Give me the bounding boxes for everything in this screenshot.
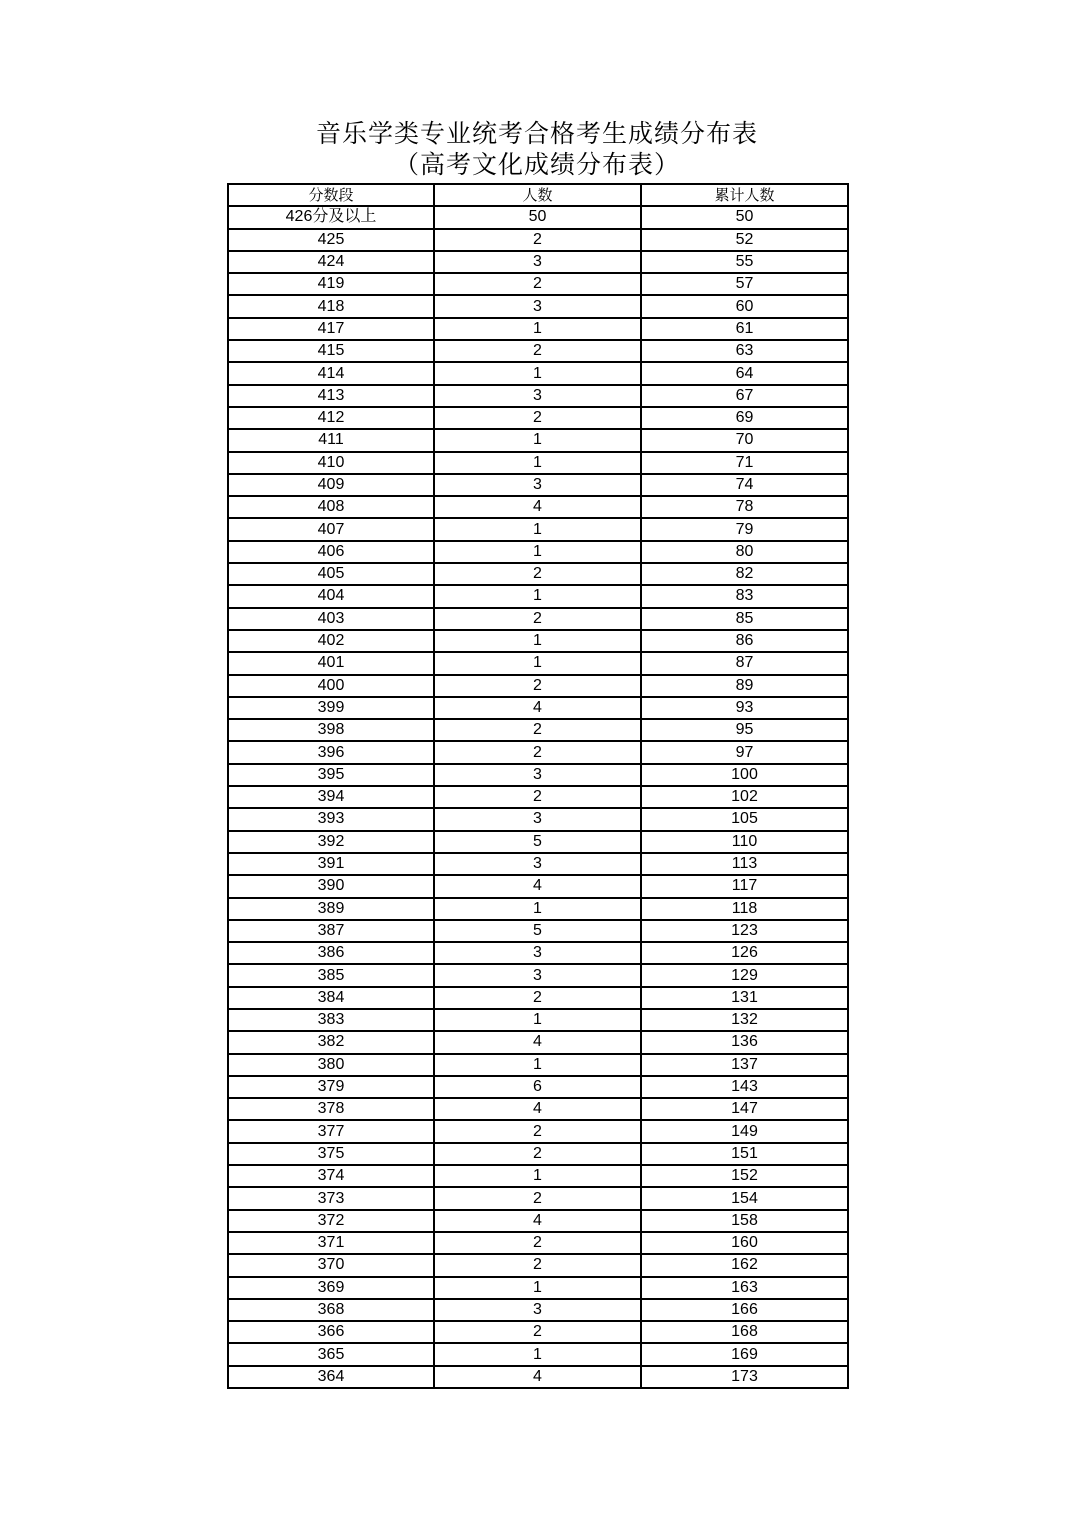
score-band-cell: 415: [228, 340, 434, 362]
cumulative-count-cell: 151: [641, 1143, 848, 1165]
table-row: [228, 1143, 848, 1165]
score-band-cell: 368: [228, 1299, 434, 1321]
count-cell: 2: [434, 1254, 641, 1276]
count-cell: 2: [434, 407, 641, 429]
page-subtitle: （高考文化成绩分布表）: [393, 150, 680, 179]
count-cell: 1: [434, 1277, 641, 1299]
cumulative-count-cell: 79: [641, 518, 848, 540]
cumulative-count-cell: 86: [641, 630, 848, 652]
count-cell: 3: [434, 385, 641, 407]
score-band-cell: 399: [228, 697, 434, 719]
score-band-cell: 424: [228, 251, 434, 273]
cumulative-count-cell: 129: [641, 964, 848, 986]
count-cell: 2: [434, 1143, 641, 1165]
cumulative-count-cell: 162: [641, 1254, 848, 1276]
table-row: [228, 1187, 848, 1209]
count-cell: 1: [434, 630, 641, 652]
table-row: [228, 1031, 848, 1053]
cumulative-count-cell: 50: [641, 206, 848, 228]
count-cell: 1: [434, 541, 641, 563]
score-band-cell: 398: [228, 719, 434, 741]
table-row: [228, 608, 848, 630]
score-band-cell: 386: [228, 942, 434, 964]
score-band-cell: 387: [228, 920, 434, 942]
title-block: [0, 118, 1074, 180]
cumulative-count-cell: 113: [641, 853, 848, 875]
table-row: [228, 1343, 848, 1365]
count-cell: 3: [434, 474, 641, 496]
score-band-cell: 371: [228, 1232, 434, 1254]
count-cell: 2: [434, 1321, 641, 1343]
count-cell: 2: [434, 608, 641, 630]
count-cell: 3: [434, 295, 641, 317]
table-row: [228, 206, 848, 228]
cumulative-count-cell: 87: [641, 652, 848, 674]
count-cell: 2: [434, 786, 641, 808]
count-cell: 1: [434, 1165, 641, 1187]
cumulative-count-cell: 123: [641, 920, 848, 942]
score-band-cell: 407: [228, 518, 434, 540]
count-cell: 1: [434, 585, 641, 607]
count-cell: 1: [434, 518, 641, 540]
count-cell: 3: [434, 764, 641, 786]
score-band-cell: 389: [228, 898, 434, 920]
count-cell: 2: [434, 675, 641, 697]
table-row: [228, 541, 848, 563]
table-row: [228, 853, 848, 875]
score-band-cell: 369: [228, 1277, 434, 1299]
table-row: [228, 697, 848, 719]
cumulative-count-cell: 166: [641, 1299, 848, 1321]
cumulative-count-cell: 60: [641, 295, 848, 317]
table-row: [228, 1254, 848, 1276]
table-row: [228, 964, 848, 986]
table-row: [228, 452, 848, 474]
count-cell: 3: [434, 942, 641, 964]
cumulative-count-cell: 126: [641, 942, 848, 964]
table-row: [228, 719, 848, 741]
count-cell: 1: [434, 362, 641, 384]
cumulative-count-cell: 105: [641, 808, 848, 830]
table-row: [228, 987, 848, 1009]
cumulative-count-cell: 154: [641, 1187, 848, 1209]
table-row: [228, 1232, 848, 1254]
cumulative-count-cell: 97: [641, 741, 848, 763]
cumulative-count-cell: 93: [641, 697, 848, 719]
score-band-cell: 379: [228, 1076, 434, 1098]
score-band-cell: 400: [228, 675, 434, 697]
table-body: [228, 206, 848, 1388]
table-row: [228, 1299, 848, 1321]
score-band-cell: 375: [228, 1143, 434, 1165]
score-band-cell: 364: [228, 1366, 434, 1388]
cumulative-count-cell: 82: [641, 563, 848, 585]
cumulative-count-cell: 80: [641, 541, 848, 563]
cumulative-count-cell: 64: [641, 362, 848, 384]
table-row: [228, 563, 848, 585]
score-band-cell: 396: [228, 741, 434, 763]
table-row: [228, 362, 848, 384]
table-row: [228, 229, 848, 251]
table-row: [228, 942, 848, 964]
score-band-cell: 382: [228, 1031, 434, 1053]
cumulative-count-cell: 70: [641, 429, 848, 451]
score-band-cell: 385: [228, 964, 434, 986]
column-header-score-band: 分数段: [228, 184, 434, 206]
cumulative-count-cell: 136: [641, 1031, 848, 1053]
cumulative-count-cell: 143: [641, 1076, 848, 1098]
table-row: [228, 1076, 848, 1098]
count-cell: 2: [434, 1232, 641, 1254]
count-cell: 2: [434, 273, 641, 295]
table-row: [228, 496, 848, 518]
cumulative-count-cell: 117: [641, 875, 848, 897]
table-row: [228, 741, 848, 763]
cumulative-count-cell: 63: [641, 340, 848, 362]
score-band-cell: 406: [228, 541, 434, 563]
cumulative-count-cell: 149: [641, 1120, 848, 1142]
cumulative-count-cell: 61: [641, 318, 848, 340]
score-band-cell: 410: [228, 452, 434, 474]
cumulative-count-cell: 57: [641, 273, 848, 295]
count-cell: 1: [434, 1054, 641, 1076]
cumulative-count-cell: 110: [641, 831, 848, 853]
cumulative-count-cell: 160: [641, 1232, 848, 1254]
count-cell: 3: [434, 964, 641, 986]
cumulative-count-cell: 83: [641, 585, 848, 607]
score-band-cell: 417: [228, 318, 434, 340]
table-row: [228, 1054, 848, 1076]
count-cell: 2: [434, 1187, 641, 1209]
table-row: [228, 251, 848, 273]
table-row: [228, 898, 848, 920]
score-band-cell: 404: [228, 585, 434, 607]
count-cell: 50: [434, 206, 641, 228]
count-cell: 1: [434, 452, 641, 474]
score-band-cell: 403: [228, 608, 434, 630]
table-row: [228, 585, 848, 607]
table-header-row: [228, 184, 848, 206]
cumulative-count-cell: 147: [641, 1098, 848, 1120]
table-row: [228, 1098, 848, 1120]
cumulative-count-cell: 78: [641, 496, 848, 518]
score-band-cell: 426分及以上: [228, 206, 434, 228]
table-row: [228, 429, 848, 451]
count-cell: 1: [434, 898, 641, 920]
score-band-cell: 402: [228, 630, 434, 652]
count-cell: 1: [434, 1343, 641, 1365]
count-cell: 2: [434, 340, 641, 362]
score-band-cell: 392: [228, 831, 434, 853]
score-band-cell: 419: [228, 273, 434, 295]
column-header-cumulative: 累计人数: [641, 184, 848, 206]
cumulative-count-cell: 55: [641, 251, 848, 273]
score-band-cell: 412: [228, 407, 434, 429]
score-band-cell: 395: [228, 764, 434, 786]
score-band-cell: 425: [228, 229, 434, 251]
cumulative-count-cell: 74: [641, 474, 848, 496]
table-row: [228, 407, 848, 429]
count-cell: 3: [434, 808, 641, 830]
table-row: [228, 652, 848, 674]
table-row: [228, 1120, 848, 1142]
table-row: [228, 764, 848, 786]
table-row: [228, 831, 848, 853]
score-band-cell: 384: [228, 987, 434, 1009]
count-cell: 1: [434, 1009, 641, 1031]
score-band-cell: 372: [228, 1210, 434, 1232]
score-band-cell: 413: [228, 385, 434, 407]
score-band-cell: 411: [228, 429, 434, 451]
count-cell: 3: [434, 853, 641, 875]
score-band-cell: 393: [228, 808, 434, 830]
score-band-cell: 380: [228, 1054, 434, 1076]
count-cell: 6: [434, 1076, 641, 1098]
count-cell: 4: [434, 496, 641, 518]
table-row: [228, 1165, 848, 1187]
cumulative-count-cell: 89: [641, 675, 848, 697]
score-band-cell: 366: [228, 1321, 434, 1343]
table-row: [228, 630, 848, 652]
cumulative-count-cell: 152: [641, 1165, 848, 1187]
score-band-cell: 370: [228, 1254, 434, 1276]
cumulative-count-cell: 169: [641, 1343, 848, 1365]
cumulative-count-cell: 137: [641, 1054, 848, 1076]
table-row: [228, 675, 848, 697]
table-row: [228, 1277, 848, 1299]
table-row: [228, 273, 848, 295]
score-band-cell: 418: [228, 295, 434, 317]
table-row: [228, 340, 848, 362]
cumulative-count-cell: 85: [641, 608, 848, 630]
score-band-cell: 383: [228, 1009, 434, 1031]
cumulative-count-cell: 71: [641, 452, 848, 474]
cumulative-count-cell: 69: [641, 407, 848, 429]
page-title: 音乐学类专业统考合格考生成绩分布表: [315, 119, 758, 148]
table-row: [228, 318, 848, 340]
count-cell: 4: [434, 1210, 641, 1232]
table-row: [228, 518, 848, 540]
count-cell: 5: [434, 920, 641, 942]
table-row: [228, 1366, 848, 1388]
count-cell: 2: [434, 741, 641, 763]
count-cell: 2: [434, 719, 641, 741]
score-band-cell: 408: [228, 496, 434, 518]
score-band-cell: 374: [228, 1165, 434, 1187]
count-cell: 1: [434, 429, 641, 451]
score-band-cell: 409: [228, 474, 434, 496]
count-cell: 1: [434, 652, 641, 674]
score-band-cell: 405: [228, 563, 434, 585]
table-row: [228, 385, 848, 407]
count-cell: 2: [434, 229, 641, 251]
table-row: [228, 1321, 848, 1343]
column-header-count: 人数: [434, 184, 641, 206]
count-cell: 2: [434, 1120, 641, 1142]
cumulative-count-cell: 163: [641, 1277, 848, 1299]
cumulative-count-cell: 158: [641, 1210, 848, 1232]
count-cell: 4: [434, 1031, 641, 1053]
score-band-cell: 414: [228, 362, 434, 384]
table-row: [228, 295, 848, 317]
cumulative-count-cell: 118: [641, 898, 848, 920]
table-row: [228, 808, 848, 830]
count-cell: 2: [434, 563, 641, 585]
score-band-cell: 390: [228, 875, 434, 897]
count-cell: 2: [434, 987, 641, 1009]
count-cell: 5: [434, 831, 641, 853]
cumulative-count-cell: 131: [641, 987, 848, 1009]
cumulative-count-cell: 95: [641, 719, 848, 741]
table-row: [228, 1210, 848, 1232]
score-band-cell: 378: [228, 1098, 434, 1120]
count-cell: 3: [434, 251, 641, 273]
cumulative-count-cell: 168: [641, 1321, 848, 1343]
count-cell: 4: [434, 875, 641, 897]
score-band-cell: 365: [228, 1343, 434, 1365]
cumulative-count-cell: 132: [641, 1009, 848, 1031]
score-band-cell: 373: [228, 1187, 434, 1209]
count-cell: 4: [434, 1366, 641, 1388]
table-row: [228, 786, 848, 808]
table-row: [228, 1009, 848, 1031]
score-band-cell: 394: [228, 786, 434, 808]
count-cell: 4: [434, 697, 641, 719]
score-band-cell: 391: [228, 853, 434, 875]
score-band-cell: 377: [228, 1120, 434, 1142]
score-distribution-table: [227, 183, 849, 1389]
count-cell: 3: [434, 1299, 641, 1321]
cumulative-count-cell: 173: [641, 1366, 848, 1388]
cumulative-count-cell: 67: [641, 385, 848, 407]
cumulative-count-cell: 102: [641, 786, 848, 808]
table-row: [228, 474, 848, 496]
count-cell: 1: [434, 318, 641, 340]
table-row: [228, 920, 848, 942]
count-cell: 4: [434, 1098, 641, 1120]
cumulative-count-cell: 100: [641, 764, 848, 786]
score-band-cell: 401: [228, 652, 434, 674]
cumulative-count-cell: 52: [641, 229, 848, 251]
table-row: [228, 875, 848, 897]
